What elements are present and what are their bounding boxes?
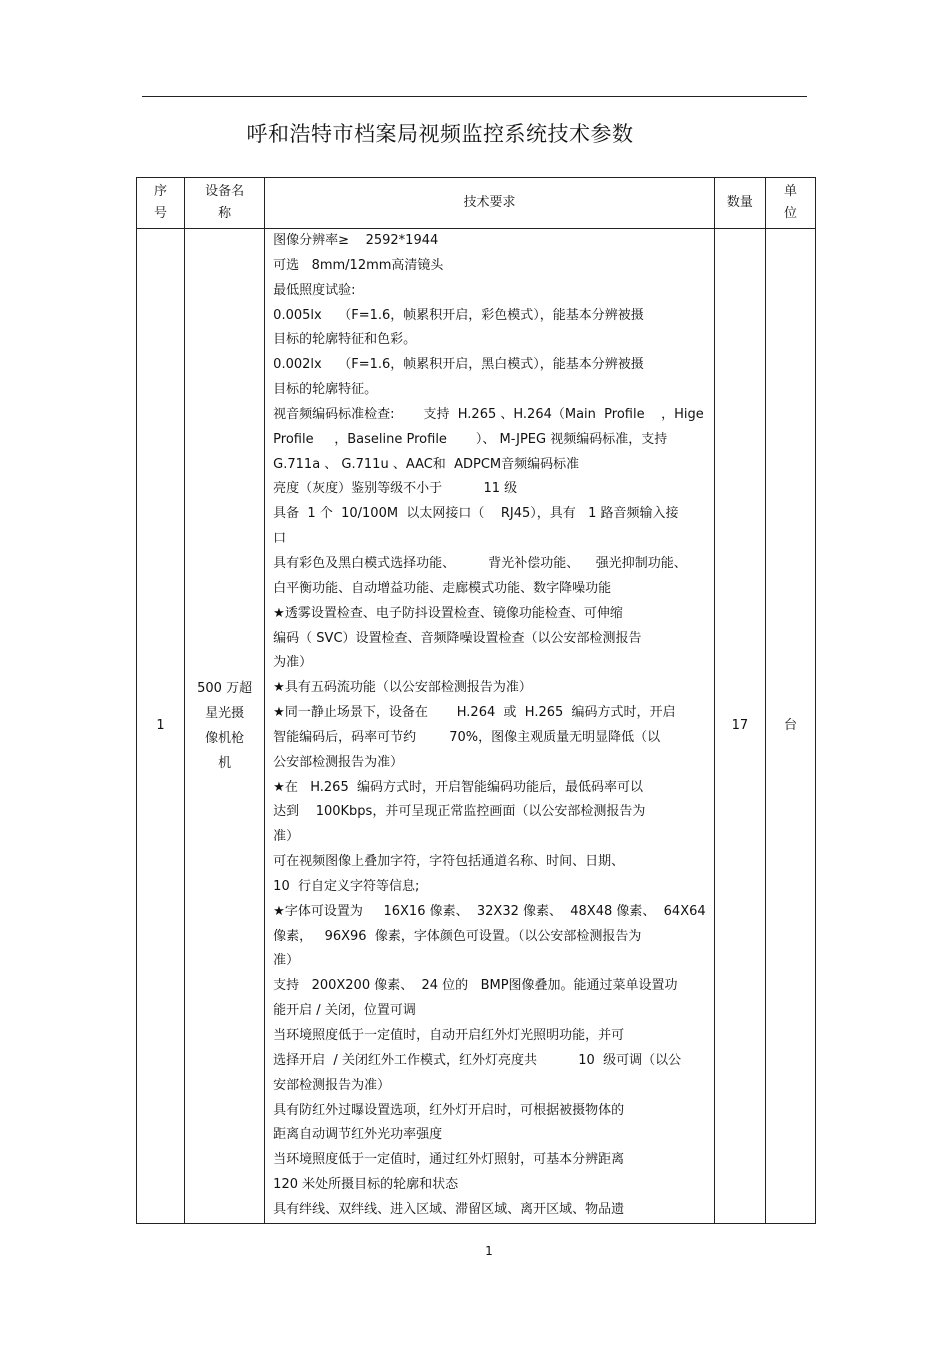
header-rule — [142, 96, 807, 97]
requirement-line: 最低照度试验: — [273, 282, 356, 298]
requirement-line: ★透雾设置检查、电子防抖设置检查、镜像功能检查、可伸缩 — [273, 605, 623, 621]
page-number: 1 — [485, 1244, 493, 1258]
requirement-line: 编码（ SVC）设置检查、音频降噪设置检查（以公安部检测报告 — [273, 630, 642, 646]
requirement-line: 达到 100Kbps，并可呈现正常监控画面（以公安部检测报告为 — [273, 804, 646, 820]
requirement-line: 口 — [273, 531, 287, 547]
row-quantity: 17 — [714, 229, 765, 1224]
requirement-line: 视音频编码标准检查: 支持 H.265 、H.264（Main Profile ，Hige — [273, 406, 704, 422]
table-row — [137, 229, 816, 1224]
header-no: 序 号 — [137, 178, 185, 229]
requirement-line: 目标的轮廓特征和色彩。 — [273, 332, 417, 348]
requirement-line: 为准） — [273, 655, 313, 671]
requirement-line: ★在 H.265 编码方式时，开启智能编码功能后，最低码率可以 — [273, 779, 643, 795]
requirement-line: 准） — [273, 953, 300, 969]
requirement-line: 目标的轮廓特征。 — [273, 382, 378, 398]
requirement-line: ★同一静止场景下，设备在 H.264 或 H.265 编码方式时，开启 — [273, 705, 676, 721]
row-device-name: 500 万超 星光摄 像机枪 机 — [185, 229, 265, 1224]
requirement-line: 支持 200X200 像素、 24 位的 BMP图像叠加。能通过菜单设置功 — [273, 978, 678, 994]
requirement-line: 准） — [273, 829, 300, 845]
requirement-line: 当环境照度低于一定值时，自动开启红外灯光照明功能，并可 — [273, 1028, 625, 1043]
requirement-line: 亮度（灰度）鉴别等级不小于 11 级 — [273, 481, 518, 497]
requirement-line: 距离自动调节红外光功率强度 — [273, 1127, 443, 1143]
requirement-line: 智能编码后，码率可节约 70%，图像主观质量无明显降低（以 — [273, 729, 661, 745]
requirement-line: 10 行自定义字符等信息; — [273, 878, 420, 894]
document-title: 呼和浩特市档案局视频监控系统技术参数 — [246, 122, 634, 146]
requirement-line: 0.002lx （F=1.6，帧累积开启，黑白模式），能基本分辨被摄 — [273, 357, 644, 373]
spec-table — [136, 177, 816, 1224]
row-unit: 台 — [765, 229, 815, 1224]
requirement-line: ★字体可设置为 16X16 像素、 32X32 像素、 48X48 像素、 64X64 — [273, 903, 706, 919]
requirement-line: 可选 8mm/12mm高清镜头 — [273, 257, 444, 273]
requirement-line: 具有绊线、双绊线、进入区域、滞留区域、离开区域、物品遗 — [273, 1201, 625, 1217]
requirement-line: 像素， 96X96 像素，字体颜色可设置。（以公安部检测报告为 — [273, 928, 642, 944]
header-unit: 单 位 — [765, 178, 815, 229]
header-quantity: 数量 — [714, 178, 765, 229]
requirement-line: 当环境照度低于一定值时，通过红外灯照射，可基本分辨距离 — [273, 1152, 625, 1168]
requirement-line: 0.005lx （F=1.6，帧累积开启，彩色模式），能基本分辨被摄 — [273, 307, 644, 323]
requirement-line: ★具有五码流功能（以公安部检测报告为准） — [273, 680, 532, 696]
requirement-line: 图像分辨率≥ 2592*1944 — [273, 233, 439, 248]
requirement-line: 具有防红外过曝设置选项，红外灯开启时，可根据被摄物体的 — [273, 1102, 625, 1118]
requirement-line: 具备 1 个 10/100M 以太网接口（ RJ45），具有 1 路音频输入接 — [273, 506, 679, 522]
header-name: 设备名 称 — [185, 178, 265, 229]
requirement-line: G.711a 、 G.711u 、AAC和 ADPCM音频编码标准 — [273, 456, 580, 472]
header-requirements: 技术要求 — [265, 178, 715, 229]
requirement-line: 可在视频图像上叠加字符，字符包括通道名称、时间、日期、 — [273, 854, 625, 870]
requirement-line: 120 米处所摄目标的轮廓和状态 — [273, 1177, 459, 1193]
row-requirements — [265, 229, 715, 1224]
requirement-line: 选择开启 / 关闭红外工作模式，红外灯亮度共 10 级可调（以公 — [273, 1052, 682, 1068]
requirement-line: Profile ，Baseline Profile ）、 M-JPEG 视频编码标准，支持 — [273, 431, 668, 447]
requirement-line: 公安部检测报告为准） — [273, 754, 404, 770]
row-no: 1 — [137, 229, 185, 1224]
requirement-line: 具有彩色及黑白模式选择功能、 背光补偿功能、 强光抑制功能、 — [273, 555, 687, 571]
requirement-line: 白平衡功能、自动增益功能、走廊模式功能、数字降噪功能 — [273, 580, 612, 596]
table-header-row — [137, 178, 816, 229]
requirement-line: 安部检测报告为准） — [273, 1077, 391, 1093]
requirement-line: 能开启 / 关闭，位置可调 — [273, 1003, 416, 1019]
requirement-lines — [273, 229, 714, 1223]
